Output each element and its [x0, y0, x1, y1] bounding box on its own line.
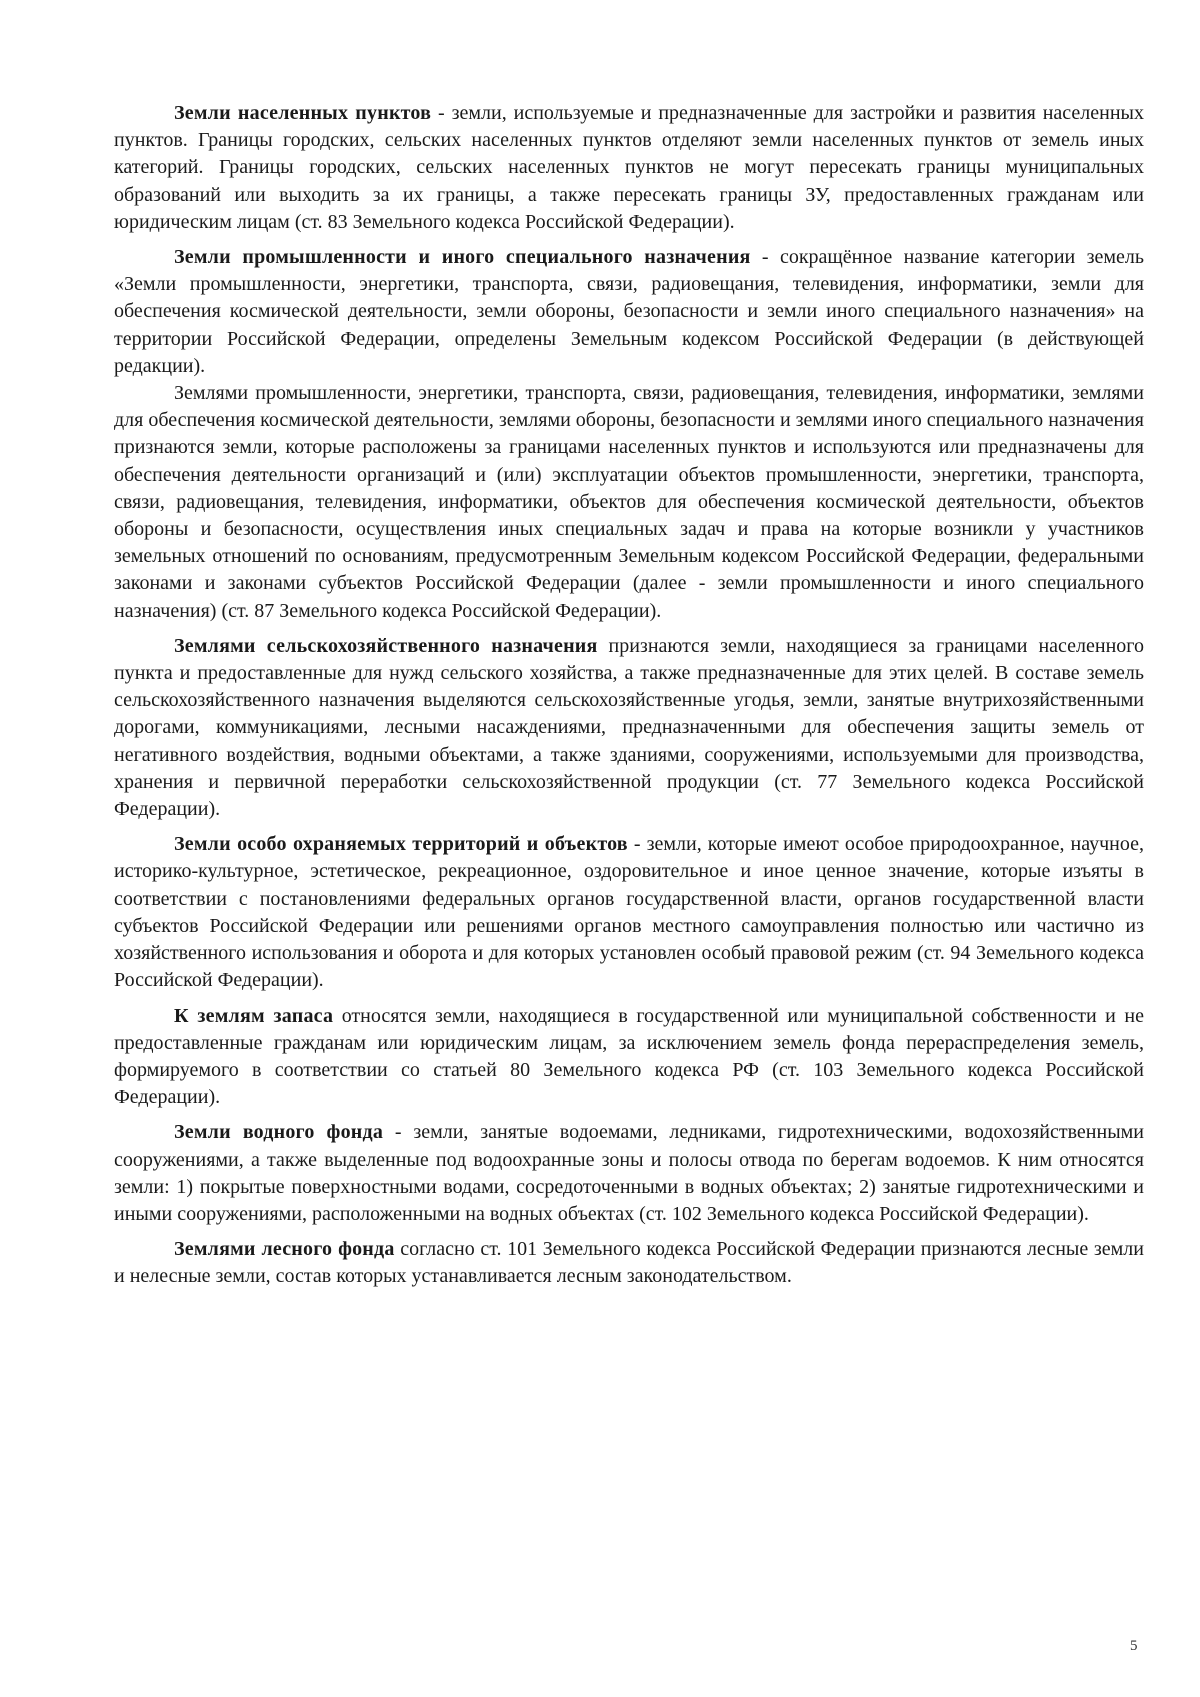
paragraph-term: Землями лесного фонда — [174, 1238, 395, 1261]
paragraph-text: - земли, которые имеют особое природоохранное, научное, историко-культурное, эстетическое, рекреационное, оздоровительное и иное ценное значение, которые изъяты в соответствии с постановлениями федеральных органов государственной власти, органов государственной власти субъектов Российской Федерации или решениями органов местного самоуправления полностью или частично из хозяйственного использования и оборота и для которых установлен особый правовой режим (ст. 94 Земельного кодекса Российской Федерации). — [114, 833, 1144, 992]
paragraph-term: Землями сельскохозяйственного назначения — [174, 634, 598, 657]
paragraph-term: Земли промышленности и иного специального назначения — [174, 246, 751, 269]
page-content — [114, 100, 1144, 1299]
paragraph-reserve-lands — [114, 1003, 1144, 1112]
paragraph-term: Земли водного фонда — [174, 1121, 384, 1144]
paragraph-text: относятся земли, находящиеся в государственной или муниципальной собственности и не предоставленные гражданам или юридическим лицам, за исключением земель фонда перераспределения земель, формируемого в соответствии со статьей 80 Земельного кодекса РФ (ст. 103 Земельного кодекса Российской Федерации). — [114, 1004, 1144, 1109]
paragraph-agricultural-lands — [114, 633, 1144, 823]
paragraph-text: - сокращённое название категории земель «Земли промышленности, энергетики, транспорта, связи, радиовещания, телевидения, информатики, земли для обеспечения космической деятельности, земли обороны, безопасности и земли иного специального назначения» на территории Российской Федерации, определены Земельным кодексом Российской Федерации (в действующей редакции). — [114, 246, 1144, 377]
paragraph-text: - земли, используемые и предназначенные для застройки и развития населенных пунктов. Границы городских, сельских населенных пунктов отделяют земли населенных пунктов от земель иных категорий. Границы городских, сельских населенных пунктов не могут пересекать границы муниципальных образований или выходить за их границы, а также пересекать границы ЗУ, предоставленных гражданам или юридическим лицам (ст. 83 Земельного кодекса Российской Федерации). — [114, 102, 1144, 233]
paragraph-term: Земли населенных пунктов — [174, 102, 432, 124]
paragraph-settlement-lands — [114, 100, 1144, 236]
paragraph-text: согласно ст. 101 Земельного кодекса Российской Федерации признаются лесные земли и нелесные земли, состав которых устанавливается лесным законодательством. — [114, 1238, 1144, 1288]
paragraph-term: Земли особо охраняемых территорий и объектов — [174, 833, 628, 856]
paragraph-protected-lands — [114, 831, 1144, 994]
paragraph-forest-fund-lands — [114, 1236, 1144, 1290]
paragraph-term: К землям запаса — [174, 1004, 334, 1027]
paragraph-text: признаются земли, находящиеся за границами населенного пункта и предоставленные для нужд сельского хозяйства, а также предназначенные для этих целей. В составе земель сельскохозяйственного назначения выделяются сельскохозяйственные угодья, земли, занятые внутрихозяйственными дорогами, коммуникациями, лесными насаждениями, предназначенными для обеспечения защиты земель от негативного воздействия, водными объектами, а также зданиями, сооружениями, используемыми для производства, хранения и первичной переработки сельскохозяйственной продукции (ст. 77 Земельного кодекса Российской Федерации). — [114, 634, 1144, 821]
paragraph-text: - земли, занятые водоемами, ледниками, гидротехническими, водохозяйственными сооружениями, а также выделенные под водоохранные зоны и полосы отвода по берегам водоемов. К ним относятся земли: 1) покрытые поверхностными водами, сосредоточенными в водных объектах; 2) занятые гидротехническими и иными сооружениями, расположенными на водных объектах (ст. 102 Земельного кодекса Российской Федерации). — [114, 1121, 1144, 1225]
paragraph-text: Землями промышленности, энергетики, транспорта, связи, радиовещания, телевидения, информатики, землями для обеспечения космической деятельности, землями обороны, безопасности и землями иного специального назначения признаются земли, которые расположены за границами населенных пунктов и используются или предназначены для обеспечения деятельности организаций и (или) эксплуатации объектов промышленности, энергетики, транспорта, связи, радиовещания, телевидения, информатики, объектов для обеспечения космической деятельности, объектов обороны и безопасности, осуществления иных специальных задач и права на которые возникли у участников земельных отношений по основаниям, предусмотренным Земельным кодексом Российской Федерации, федеральными законами и законами субъектов Российской Федерации (далее - земли промышленности и иного специального назначения) (ст. 87 Земельного кодекса Российской Федерации). — [114, 382, 1144, 622]
paragraph-water-fund-lands — [114, 1119, 1144, 1228]
paragraph-industrial-lands — [114, 244, 1144, 380]
paragraph-industrial-lands-definition — [114, 380, 1144, 625]
page-number: 5 — [1130, 1638, 1138, 1654]
